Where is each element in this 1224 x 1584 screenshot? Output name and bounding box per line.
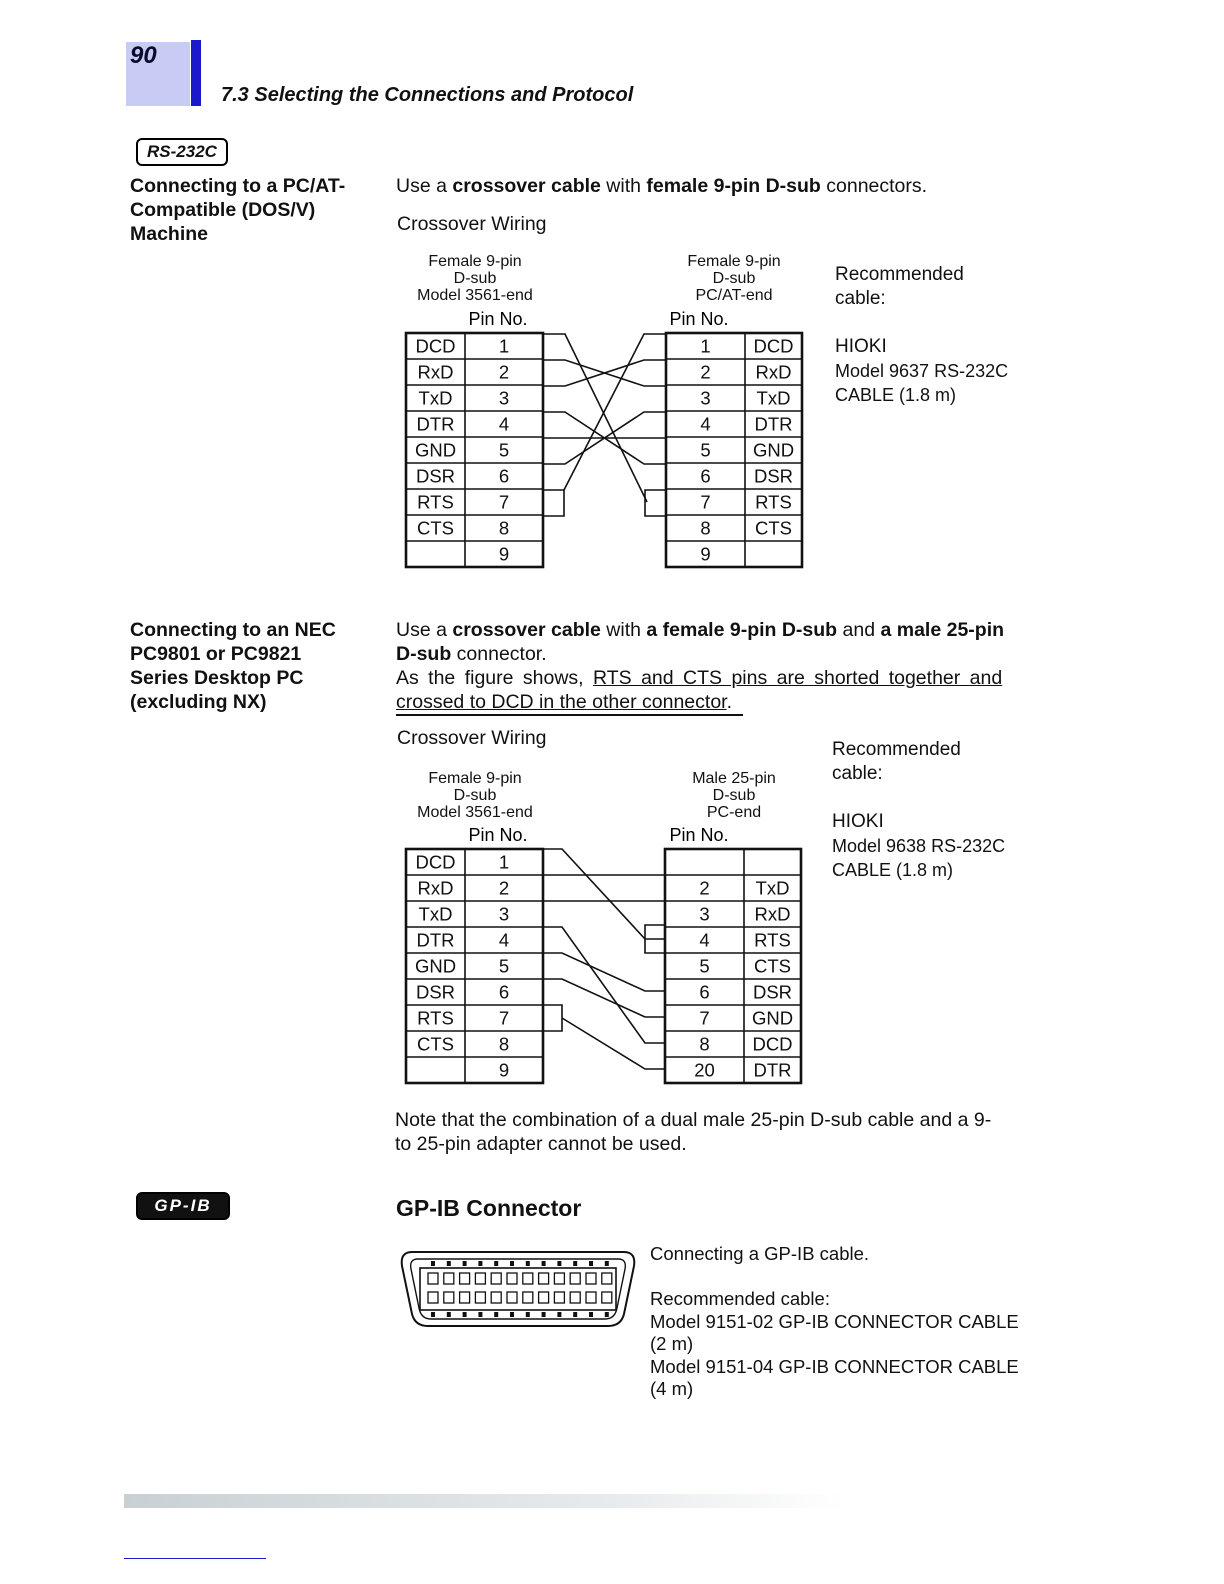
nec-wiring-diagram: [400, 765, 810, 1095]
gpib-pin-tick: [542, 1261, 546, 1266]
gpib-pin: [475, 1292, 485, 1303]
gpib-pin: [491, 1273, 501, 1284]
pin-cell: DTR: [416, 413, 455, 435]
gpib-connecting: Connecting a GP-IB cable.: [650, 1243, 870, 1264]
gpib-pin-tick: [463, 1261, 467, 1266]
pin-cell: 2: [700, 361, 711, 383]
pin-cell: GND: [414, 439, 457, 461]
gpib-pin-tick: [573, 1261, 577, 1266]
pcat-recommended: Recommended cable: HIOKI Model 9637 RS-232C CABLE (1.8 m): [835, 264, 1009, 405]
pin-cell: 9: [700, 543, 711, 565]
pin-cell: 8: [700, 517, 711, 539]
gpib-pin: [570, 1292, 580, 1303]
pin-cell: 7: [699, 1007, 710, 1029]
pin-cell: 5: [498, 955, 510, 977]
gpib-pin-tick: [605, 1261, 609, 1266]
nec-side-heading: [130, 618, 336, 714]
pin-cell: RTS: [754, 929, 791, 951]
pin-cell: DSR: [753, 465, 794, 487]
pin-cell: 1: [700, 335, 711, 357]
gpib-pin: [444, 1273, 454, 1284]
gpib-pin: [523, 1292, 533, 1303]
gpib-pin-tick: [431, 1261, 435, 1266]
side-line: Connecting to an NEC: [130, 619, 336, 641]
section-title: 7.3 Selecting the Connections and Protocol: [221, 84, 634, 106]
gpib-pin: [570, 1273, 580, 1284]
pin-cell: RxD: [754, 903, 791, 925]
pin-cell: RTS: [417, 491, 454, 513]
wire: [543, 849, 645, 939]
side-line: PC9801 or PC9821: [130, 643, 302, 665]
pin-cell: DTR: [753, 1059, 792, 1081]
pin-cell: CTS: [754, 955, 791, 977]
pin-cell: DTR: [754, 413, 793, 435]
gpib-pin: [554, 1292, 564, 1303]
pin-cell: RxD: [417, 361, 454, 383]
right-connector-label: PC-end: [706, 804, 762, 821]
pin-cell: 8: [699, 1033, 710, 1055]
gpib-pin-tick: [526, 1312, 530, 1317]
pin-cell: 3: [498, 387, 510, 409]
left-connector-label: Female 9-pin: [428, 770, 522, 787]
pin-cell: DTR: [416, 929, 455, 951]
side-line: Series Desktop PC: [130, 667, 304, 689]
side-line: Compatible (DOS/V): [130, 199, 316, 221]
pin-cell: 1: [498, 851, 510, 873]
pin-cell: 3: [498, 903, 510, 925]
gpib-pin: [491, 1292, 501, 1303]
right-connector-label: D-sub: [712, 270, 756, 287]
underline-rule: [396, 714, 743, 716]
gpib-pin: [428, 1273, 438, 1284]
pin-cell: 5: [699, 955, 710, 977]
pin-cell: DSR: [415, 981, 456, 1003]
gpib-pin-tick: [589, 1261, 593, 1266]
pin-cell: TxD: [418, 903, 453, 925]
left-pin-no-label: Pin No.: [468, 309, 528, 329]
pin-cell: 6: [700, 465, 711, 487]
gpib-pin: [460, 1292, 470, 1303]
pin-cell: 8: [498, 517, 510, 539]
gpib-pin: [460, 1273, 470, 1284]
pin-cell: DSR: [415, 465, 456, 487]
left-pin-no-label: Pin No.: [468, 825, 528, 845]
pin-cell: 6: [498, 465, 510, 487]
side-line: (excluding NX): [130, 691, 267, 713]
pin-cell: 7: [498, 491, 510, 513]
gpib-pin-tick: [573, 1312, 577, 1317]
right-pin-no-label: Pin No.: [669, 825, 729, 845]
gpib-pin-tick: [542, 1312, 546, 1317]
gpib-pin: [586, 1292, 596, 1303]
pin-cell: RTS: [755, 491, 792, 513]
pin-cell: 2: [498, 877, 510, 899]
nec-note: Note that the combination of a dual male 25-pin D-sub cable and a 9- to 25-pin adapter cannot be used.: [395, 1109, 992, 1155]
pin-cell: 4: [498, 929, 510, 951]
gpib-pin: [539, 1292, 549, 1303]
gpib-pin-tick: [510, 1312, 514, 1317]
pcat-intro: Use a crossover cable with female 9-pin D-sub connectors.: [396, 175, 928, 197]
pin-cell: RxD: [417, 877, 454, 899]
crossover-wires: [543, 849, 664, 1069]
gpib-pin: [586, 1273, 596, 1284]
gpib-pin: [539, 1273, 549, 1284]
nec-intro: Use a crossover cable with a female 9-pin D-sub and a male 25-pin D-sub connector. As the figure shows, RTS and CTS pins are shorted together and crossed to DCD in the other connector.: [396, 619, 1005, 713]
left-pin-table: [406, 333, 543, 567]
gpib-pin-tick: [605, 1312, 609, 1317]
pin-cell: 3: [700, 387, 711, 409]
pin-cell: 6: [699, 981, 710, 1003]
right-connector-label: D-sub: [712, 787, 756, 804]
left-pin-table: [406, 849, 543, 1083]
pcat-wiring-diagram: [400, 248, 810, 578]
nec-wiring-title: Crossover Wiring: [397, 727, 547, 749]
pcat-side-heading: [130, 174, 345, 246]
pin-cell: GND: [414, 955, 457, 977]
pin-cell: DCD: [752, 1033, 793, 1055]
gpib-pin: [428, 1292, 438, 1303]
gpib-pin-tick: [447, 1312, 451, 1317]
pin-cell: 1: [498, 335, 510, 357]
pin-cell: CTS: [417, 1033, 454, 1055]
rs232c-badge: RS-232C: [136, 138, 228, 166]
pin-cell: CTS: [417, 517, 454, 539]
wire: [645, 490, 665, 516]
gpib-pin-tick: [431, 1312, 435, 1317]
pin-cell: 4: [699, 929, 710, 951]
pin-cell: 7: [700, 491, 711, 513]
header-accent-bar: [191, 40, 201, 106]
pin-cell: GND: [752, 439, 795, 461]
pin-cell: 4: [700, 413, 711, 435]
side-line: Machine: [130, 223, 209, 245]
gpib-pin-tick: [494, 1312, 498, 1317]
footer-rule: [124, 1558, 266, 1559]
gpib-pin: [602, 1292, 612, 1303]
gpib-pin-tick: [463, 1312, 467, 1317]
pin-cell: 7: [498, 1007, 510, 1029]
gpib-connector-icon: [398, 1248, 642, 1332]
pin-cell: DSR: [752, 981, 793, 1003]
gpib-pin-tick: [510, 1261, 514, 1266]
pin-cell: CTS: [755, 517, 792, 539]
pin-cell: 5: [700, 439, 711, 461]
gpib-pin: [523, 1273, 533, 1284]
pin-cell: 2: [699, 877, 710, 899]
left-connector-label: Female 9-pin: [428, 253, 522, 270]
gpib-pin: [444, 1292, 454, 1303]
gpib-badge: GP-IB: [136, 1192, 230, 1220]
pin-cell: DCD: [415, 851, 456, 873]
pin-cell: 3: [699, 903, 710, 925]
gpib-pin-tick: [589, 1312, 593, 1317]
footer-band: [124, 1494, 844, 1508]
wire: [543, 490, 564, 516]
wire: [543, 927, 664, 1043]
gpib-pin-tick: [557, 1261, 561, 1266]
right-connector-label: Male 25-pin: [692, 770, 776, 787]
gpib-pin-tick: [478, 1312, 482, 1317]
gpib-pin-tick: [526, 1261, 530, 1266]
gpib-pin-tick: [494, 1261, 498, 1266]
pin-cell: 4: [498, 413, 510, 435]
gpib-pin-tick: [557, 1312, 561, 1317]
pin-cell: TxD: [756, 387, 791, 409]
left-connector-label: Model 3561-end: [417, 287, 533, 304]
right-pin-no-label: Pin No.: [669, 309, 729, 329]
right-connector-label: Female 9-pin: [687, 253, 781, 270]
right-connector-label: PC/AT-end: [695, 287, 773, 304]
gpib-heading: GP-IB Connector: [396, 1195, 582, 1221]
right-pin-table: [665, 849, 801, 1083]
left-connector-label: D-sub: [453, 787, 497, 804]
pin-cell: RxD: [755, 361, 792, 383]
pin-cell: 9: [498, 1059, 510, 1081]
left-connector-label: D-sub: [453, 270, 497, 287]
pcat-wiring-title: Crossover Wiring: [397, 213, 547, 235]
pin-cell: 20: [694, 1059, 715, 1081]
gpib-pin: [507, 1292, 517, 1303]
pin-cell: TxD: [755, 877, 790, 899]
pin-cell: 8: [498, 1033, 510, 1055]
left-connector-label: Model 3561-end: [417, 804, 533, 821]
nec-recommended: Recommended cable: HIOKI Model 9638 RS-232C CABLE (1.8 m): [832, 739, 1006, 880]
pin-cell: TxD: [418, 387, 453, 409]
right-pin-table: [666, 333, 802, 567]
gpib-pin: [475, 1273, 485, 1284]
pin-cell: DCD: [753, 335, 794, 357]
gpib-pin: [602, 1273, 612, 1284]
pin-cell: 5: [498, 439, 510, 461]
pin-cell: GND: [751, 1007, 794, 1029]
pin-cell: 6: [498, 981, 510, 1003]
gpib-pin-tick: [478, 1261, 482, 1266]
gpib-pin: [507, 1273, 517, 1284]
wire: [543, 360, 665, 386]
page-number: 90: [130, 42, 157, 69]
side-line: Connecting to a PC/AT-: [130, 175, 346, 197]
gpib-pin-tick: [447, 1261, 451, 1266]
wire: [543, 1005, 562, 1031]
pin-cell: 9: [498, 543, 510, 565]
gpib-pin: [554, 1273, 564, 1284]
gpib-pin-array: [428, 1261, 612, 1317]
pin-cell: DCD: [415, 335, 456, 357]
pin-cell: RTS: [417, 1007, 454, 1029]
pin-cell: 2: [498, 361, 510, 383]
crossover-wires: [543, 334, 665, 516]
gpib-recommended: Recommended cable: Model 9151-02 GP-IB CONNECTOR CABLE (2 m) Model 9151-04 GP-IB CONNECTOR CABLE (4 m): [650, 1288, 1019, 1399]
